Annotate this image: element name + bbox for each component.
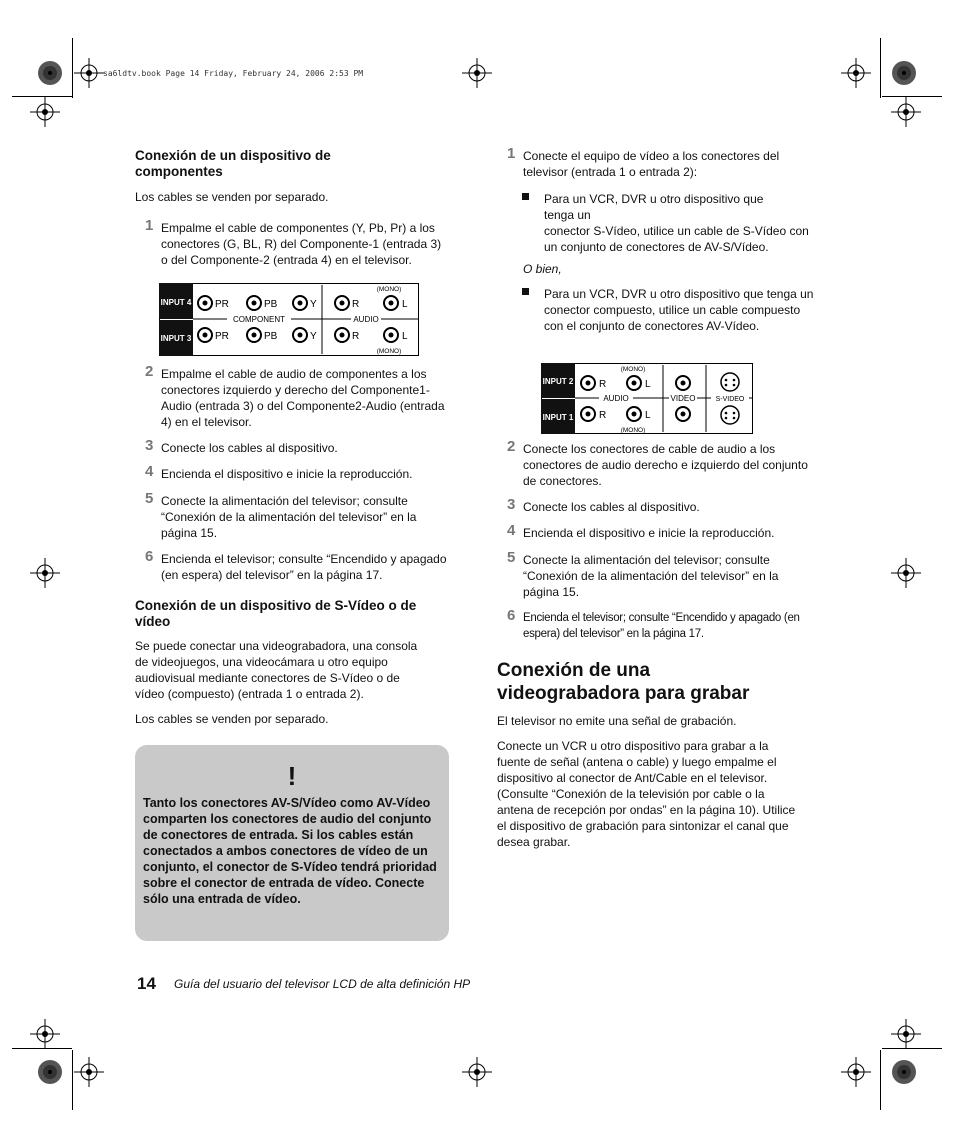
step-text: Encienda el dispositivo e inicie la reproducción. — [161, 467, 413, 481]
crop-line — [880, 38, 881, 98]
connector-label: R — [599, 410, 607, 421]
group-label: S-VIDEO — [715, 396, 745, 403]
crop-line — [72, 1050, 73, 1110]
registration-mark-icon — [462, 58, 492, 88]
warning-icon: ! — [287, 761, 297, 791]
step-item — [507, 145, 813, 180]
input-label: INPUT 1 — [542, 413, 574, 422]
step-text: Conecte el equipo de vídeo a los conectores del televisor (entrada 1 o entrada 2): — [523, 149, 780, 179]
step-item — [507, 496, 813, 515]
color-wheel-icon — [37, 60, 63, 86]
step-text: Conecte los conectores de cable de audio a los conectores de audio derecho e izquierdo del conjunto de conectores. — [523, 442, 808, 488]
left-column — [135, 148, 450, 205]
bullet-icon — [522, 288, 529, 295]
connector-label: PB — [264, 299, 278, 310]
step-text: Conecte la alimentación del televisor; consulte “Conexión de la alimentación del televisor” en la página 15. — [161, 494, 417, 540]
mono-label: (MONO) — [376, 348, 402, 355]
step-text: Conecte los cables al dispositivo. — [523, 500, 700, 514]
step-number: 4 — [507, 522, 516, 539]
step-text: Empalme el cable de componentes (Y, Pb, Pr) a los conectores (G, BL, R) del Componente-1 (entrada 3) o del Componente-2 (entrada 4) en el televisor. — [161, 221, 442, 267]
component-input-panel — [159, 283, 419, 356]
step-number: 3 — [145, 437, 154, 454]
section-heading: Conexión de un dispositivo de S-Vídeo o de vídeo — [135, 598, 417, 629]
alternative-label: O bien, — [523, 262, 562, 276]
registration-mark-icon — [30, 1019, 60, 1049]
step-item — [145, 463, 451, 482]
connector-label: PR — [215, 299, 229, 310]
step-number: 4 — [145, 463, 154, 480]
mono-label: (MONO) — [376, 286, 402, 293]
registration-mark-icon — [74, 58, 104, 88]
step-number: 2 — [145, 363, 154, 380]
group-label: AUDIO — [603, 394, 629, 403]
section-heading: Conexión de un dispositivo de componentes — [135, 148, 331, 179]
av-input-panel — [541, 363, 753, 434]
group-label: COMPONENT — [233, 315, 285, 324]
step-text: Encienda el dispositivo e inicie la reproducción. — [523, 526, 775, 540]
step-item — [507, 438, 813, 489]
step-item — [145, 363, 451, 430]
bullet-text: conector S-Vídeo, utilice un cable de S-Vídeo con un conjunto de conectores de AV-S/Vídeo. — [544, 224, 809, 254]
connector-label: L — [645, 379, 651, 390]
registration-mark-icon — [841, 1057, 871, 1087]
paragraph: Conecte un VCR u otro dispositivo para grabar a la fuente de señal (antena o cable) y luego empalme el dispositivo al conector de Ant/Cable en el televisor. (Consulte “Conexión de la televisión por cable o la antena de recepción por ondas” en la página 10). Utilice el dispositivo de grabación para sintonizar el canal que desea grabar. — [497, 739, 796, 849]
footer-title: Guía del usuario del televisor LCD de alta definición HP — [174, 977, 471, 991]
step-item — [145, 217, 451, 268]
group-label: VIDEO — [670, 394, 696, 403]
step-text: Encienda el televisor; consulte “Encendido y apagado (en espera) del televisor” en la página 17. — [523, 612, 800, 640]
step-text: Empalme el cable de audio de componentes a los conectores izquierdo y derecho del Componente1-Audio (entrada 3) o del Componente2-Audio (entrada 4) en el televisor. — [161, 367, 445, 429]
connector-label: R — [352, 299, 360, 310]
bullet-item — [544, 286, 814, 334]
warning-box — [135, 745, 449, 941]
step-number: 6 — [507, 607, 516, 624]
registration-mark-icon — [891, 558, 921, 588]
paragraph: Se puede conectar una videograbadora, una consola de videojuegos, una videocámara u otro equipo audiovisual mediante conectores de S-Vídeo o de vídeo (compuesto) (entrada 1 o entrada 2). — [135, 639, 418, 701]
step-number: 1 — [145, 217, 154, 234]
bullet-text: Para un VCR, DVR u otro dispositivo que tenga un — [544, 192, 764, 222]
connector-label: Y — [310, 299, 317, 310]
step-number: 3 — [507, 496, 516, 513]
connector-label: L — [402, 299, 408, 310]
crop-line — [880, 1050, 881, 1110]
connector-label: L — [645, 410, 651, 421]
print-header: sa6ldtv.book Page 14 Friday, February 24, 2006 2:53 PM — [103, 69, 364, 78]
right-section — [497, 659, 812, 850]
registration-mark-icon — [891, 1019, 921, 1049]
step-number: 5 — [145, 490, 154, 507]
left-section-2 — [135, 598, 450, 727]
registration-mark-icon — [841, 58, 871, 88]
input-label: INPUT 2 — [542, 377, 574, 386]
registration-mark-icon — [74, 1057, 104, 1087]
connector-label: R — [352, 331, 360, 342]
color-wheel-icon — [37, 1059, 63, 1085]
color-wheel-icon — [891, 1059, 917, 1085]
registration-mark-icon — [462, 1057, 492, 1087]
paragraph: Los cables se venden por separado. — [135, 712, 329, 726]
section-heading: Conexión de una videograbadora para grabar — [497, 660, 750, 704]
bullet-text: Para un VCR, DVR u otro dispositivo que tenga un conector compuesto, utilice un cable compuesto con el conjunto de conectores AV-Vídeo. — [544, 287, 814, 333]
connector-label: R — [599, 379, 607, 390]
step-item — [145, 490, 451, 541]
step-number: 5 — [507, 549, 516, 566]
registration-mark-icon — [30, 97, 60, 127]
mono-label: (MONO) — [620, 427, 646, 434]
connector-label: PR — [215, 331, 229, 342]
step-number: 6 — [145, 548, 154, 565]
step-item — [507, 522, 813, 541]
registration-mark-icon — [30, 558, 60, 588]
page-number: 14 — [137, 974, 156, 993]
bullet-item — [544, 191, 814, 255]
bullet-icon — [522, 193, 529, 200]
warning-text: Tanto los conectores AV-S/Vídeo como AV-Vídeo comparten los conectores de audio del conjunto de conectores de entrada. Si los cables están conectados a ambos conectores de vídeo de un conjunto, el conector de S-Vídeo tendrá prioridad sobre el conector de entrada de vídeo. Conecte sólo una entrada de vídeo. — [143, 796, 437, 906]
color-wheel-icon — [891, 60, 917, 86]
paragraph: Los cables se venden por separado. — [135, 190, 329, 204]
paragraph: El televisor no emite una señal de grabación. — [497, 714, 737, 728]
step-number: 1 — [507, 145, 516, 162]
input-label: INPUT 4 — [160, 298, 192, 307]
connector-label: L — [402, 331, 408, 342]
group-label: AUDIO — [353, 315, 379, 324]
connector-label: Y — [310, 331, 317, 342]
step-number: 2 — [507, 438, 516, 455]
step-text: Encienda el televisor; consulte “Encendido y apagado (en espera) del televisor” en la página 17. — [161, 552, 447, 582]
crop-line — [72, 38, 73, 98]
registration-mark-icon — [891, 97, 921, 127]
step-item — [507, 549, 813, 600]
connector-label: PB — [264, 331, 278, 342]
step-item — [145, 437, 451, 456]
input-label: INPUT 3 — [160, 334, 192, 343]
step-text: Conecte la alimentación del televisor; consulte “Conexión de la alimentación del televisor” en la página 15. — [523, 553, 779, 599]
mono-label: (MONO) — [620, 366, 646, 373]
step-item — [507, 607, 813, 642]
step-text: Conecte los cables al dispositivo. — [161, 441, 338, 455]
step-item — [145, 548, 451, 583]
